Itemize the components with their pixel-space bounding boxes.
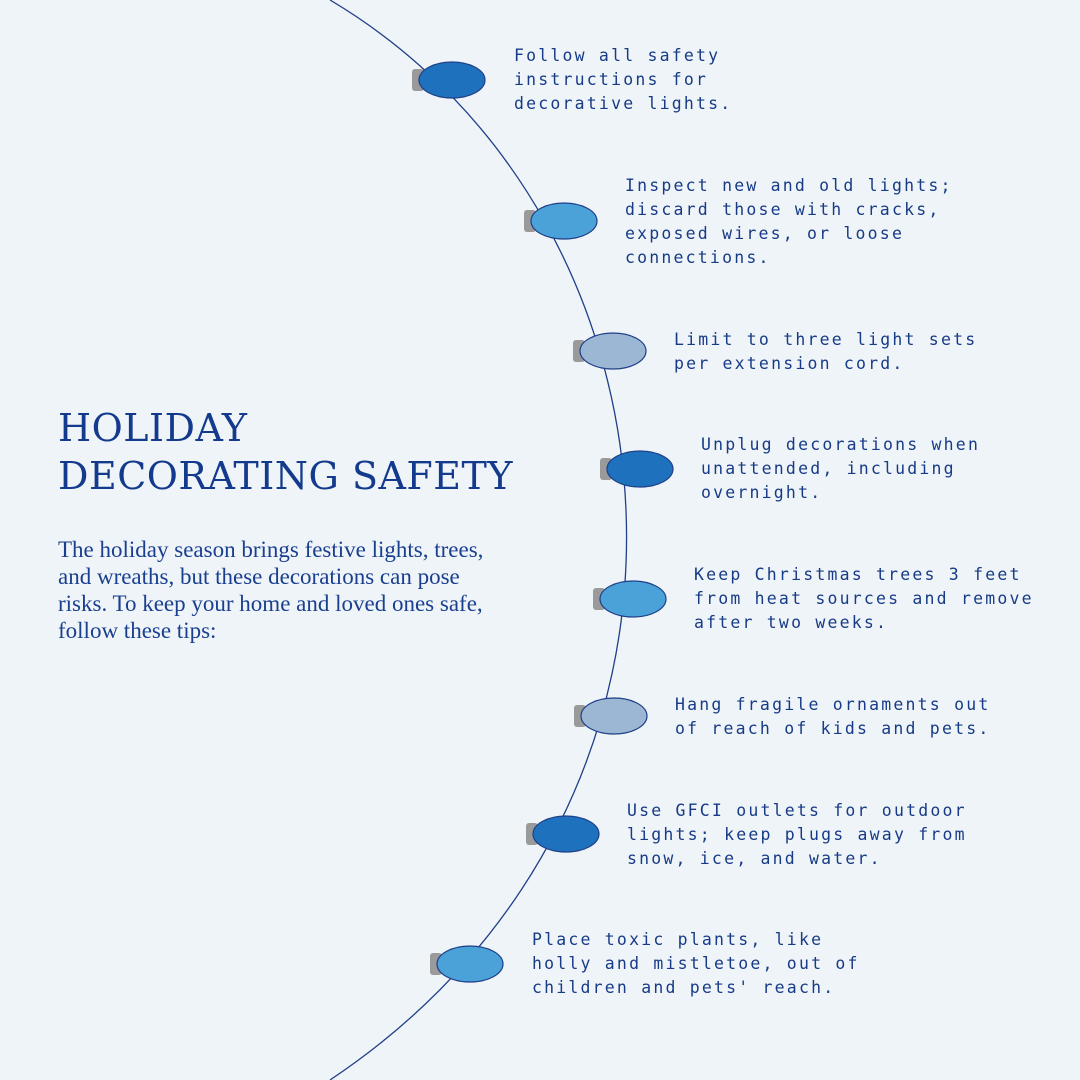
tip-line: unattended, including xyxy=(701,459,956,478)
bulb-glass xyxy=(580,333,646,369)
tip-line: holly and mistletoe, out of xyxy=(532,954,860,973)
light-bulb-icon xyxy=(600,451,673,487)
tip-text xyxy=(532,928,860,1000)
tip-text xyxy=(694,563,1034,635)
tip-line: from heat sources and remove xyxy=(694,589,1034,608)
intro-paragraph: The holiday season brings festive lights, trees, and wreaths, but these decorations can pose risks. To keep your home and loved ones safe, follow these tips: xyxy=(58,537,484,643)
light-bulb-icon xyxy=(524,203,597,239)
tip-line: per extension cord. xyxy=(674,354,905,373)
tip-line: Place toxic plants, like xyxy=(532,930,824,949)
tip-line: decorative lights. xyxy=(514,94,733,113)
tip-line: snow, ice, and water. xyxy=(627,849,882,868)
tip-line: of reach of kids and pets. xyxy=(675,719,991,738)
tip-line: Keep Christmas trees 3 feet xyxy=(694,565,1022,584)
tip-line: Use GFCI outlets for outdoor xyxy=(627,801,967,820)
tip-text xyxy=(625,174,953,270)
tip-line: discard those with cracks, xyxy=(625,200,941,219)
tip-line: lights; keep plugs away from xyxy=(627,825,967,844)
bulb-glass xyxy=(600,581,666,617)
tip-line: Limit to three light sets xyxy=(674,330,978,349)
tip-text xyxy=(674,328,977,376)
bulb-glass xyxy=(437,946,503,982)
tip-line: exposed wires, or loose xyxy=(625,224,905,243)
tip-text xyxy=(627,799,967,871)
tip-line: instructions for xyxy=(514,70,709,89)
tip-line: children and pets' reach. xyxy=(532,978,836,997)
bulb-glass xyxy=(533,816,599,852)
tip-line: overnight. xyxy=(701,483,823,502)
light-bulb-icon xyxy=(593,581,666,617)
bulb-glass xyxy=(581,698,647,734)
tip-line: after two weeks. xyxy=(694,613,889,632)
light-bulb-icon xyxy=(430,946,503,982)
title-line-1: HOLIDAY xyxy=(58,406,248,450)
light-bulb-icon xyxy=(412,62,485,98)
light-bulb-icon xyxy=(574,698,647,734)
tip-text xyxy=(514,44,732,116)
light-bulb-icon xyxy=(573,333,646,369)
tip-line: Follow all safety xyxy=(514,46,721,65)
light-bulb-icon xyxy=(526,816,599,852)
bulb-glass xyxy=(419,62,485,98)
tip-line: Inspect new and old lights; xyxy=(625,176,953,195)
tip-line: Unplug decorations when xyxy=(701,435,981,454)
tip-text xyxy=(701,433,980,505)
bulb-glass xyxy=(607,451,673,487)
page-title xyxy=(58,404,513,500)
tip-line: Hang fragile ornaments out xyxy=(675,695,991,714)
title-line-2: DECORATING SAFETY xyxy=(58,454,513,498)
tip-line: connections. xyxy=(625,248,771,267)
tip-text xyxy=(675,693,990,741)
bulb-glass xyxy=(531,203,597,239)
